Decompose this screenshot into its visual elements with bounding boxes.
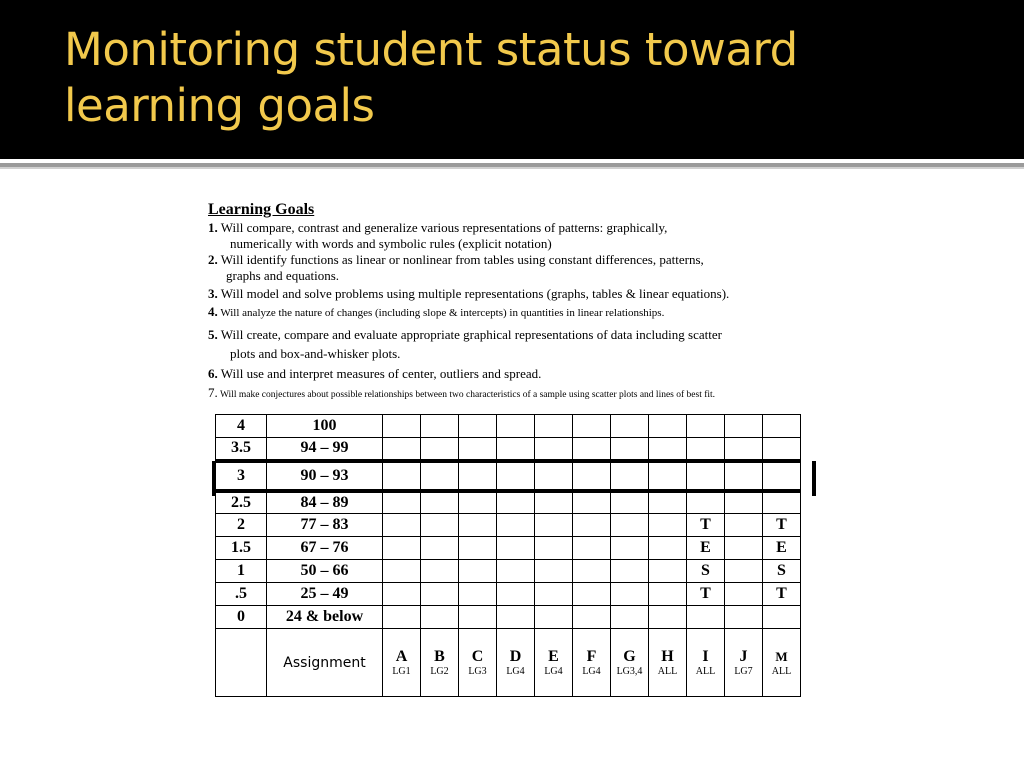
grade-cell (383, 606, 421, 629)
grade-cell (535, 537, 573, 560)
goal-number: 4. (208, 304, 218, 319)
goal-number: 6. (208, 366, 218, 381)
grade-cell (611, 461, 649, 491)
grade-cell (763, 461, 801, 491)
goal-text: Will create, compare and evaluate appropriate graphical representations of data including scatter (220, 327, 722, 342)
assignment-cell (687, 629, 725, 697)
assignment-goal: LG4 (544, 665, 563, 677)
grade-cell (725, 461, 763, 491)
grade-cell (649, 560, 687, 583)
assignment-cell (459, 629, 497, 697)
assignment-cell (573, 629, 611, 697)
table-row (216, 537, 801, 560)
score-cell: 1 (216, 560, 267, 583)
assignment-cell (611, 629, 649, 697)
range-cell: 84 – 89 (267, 491, 383, 514)
grade-cell (725, 560, 763, 583)
assignment-letter: F (586, 647, 597, 665)
grade-cell (573, 438, 611, 461)
grade-cell (687, 461, 725, 491)
score-cell: 2 (216, 514, 267, 537)
goal-number: 7. (208, 385, 218, 400)
grade-cell (611, 491, 649, 514)
assignment-row (216, 629, 801, 697)
grade-cell (383, 491, 421, 514)
assignment-goal: ALL (771, 665, 792, 677)
grade-cell (649, 583, 687, 606)
grade-cell (497, 461, 535, 491)
grade-cell (421, 415, 459, 438)
goal-text: Will model and solve problems using multiple representations (graphs, tables & linear equations). (220, 286, 730, 301)
title-bar (0, 0, 1024, 159)
score-table (215, 414, 801, 697)
grade-cell (649, 461, 687, 491)
grade-cell (421, 438, 459, 461)
table-row (216, 606, 801, 629)
grade-cell (725, 438, 763, 461)
assignment-cell (497, 629, 535, 697)
assignment-letter: G (623, 647, 636, 665)
assignment-letter: E (548, 647, 559, 665)
grade-cell (763, 415, 801, 438)
grade-cell (497, 514, 535, 537)
assignment-goal: LG3 (468, 665, 487, 677)
grade-cell (459, 583, 497, 606)
grade-cell (573, 491, 611, 514)
learning-goals (208, 200, 818, 403)
grade-cell (649, 606, 687, 629)
table-row (216, 583, 801, 606)
grade-cell (535, 491, 573, 514)
grade-cell: T (763, 583, 801, 606)
grade-cell (421, 461, 459, 491)
grade-cell (459, 461, 497, 491)
range-cell: 100 (267, 415, 383, 438)
assignment-goal: ALL (657, 665, 678, 677)
grade-cell (649, 514, 687, 537)
grade-cell (573, 560, 611, 583)
grade-cell (459, 514, 497, 537)
goal-3 (208, 286, 818, 302)
score-cell: 4 (216, 415, 267, 438)
table-row (216, 514, 801, 537)
slide-title: Monitoring student status toward learning goals (64, 23, 798, 132)
assignment-letter: I (702, 647, 709, 665)
grade-cell (421, 491, 459, 514)
grade-cell (535, 583, 573, 606)
assignment-cell (535, 629, 573, 697)
grade-cell (611, 560, 649, 583)
grade-cell (497, 583, 535, 606)
grade-cell (383, 415, 421, 438)
table-row (216, 415, 801, 438)
grade-cell: T (763, 514, 801, 537)
grade-cell (573, 461, 611, 491)
grade-cell (421, 537, 459, 560)
assignment-goal: LG4 (506, 665, 525, 677)
assignment-goal: ALL (695, 665, 716, 677)
table-row (216, 438, 801, 461)
goal-number: 1. (208, 220, 218, 235)
empty-cell (216, 629, 267, 697)
assignment-cell (649, 629, 687, 697)
grade-cell (763, 491, 801, 514)
grade-cell (611, 415, 649, 438)
goal-number: 3. (208, 286, 218, 301)
grade-cell (535, 606, 573, 629)
assignment-goal: LG4 (582, 665, 601, 677)
goal-7 (208, 385, 818, 403)
grade-cell (497, 415, 535, 438)
assignment-goal: LG3,4 (616, 665, 643, 677)
assignment-goal: LG2 (430, 665, 449, 677)
grade-cell (763, 438, 801, 461)
grade-cell: T (687, 514, 725, 537)
grade-cell: S (687, 560, 725, 583)
learning-goals-heading: Learning Goals (208, 201, 315, 218)
grade-cell: E (687, 537, 725, 560)
grade-cell (383, 537, 421, 560)
grade-cell (725, 415, 763, 438)
goal-text: Will use and interpret measures of center, outliers and spread. (220, 366, 542, 381)
goal-6 (208, 366, 818, 382)
grade-cell (573, 606, 611, 629)
assignment-letter: D (509, 647, 522, 665)
grade-cell (383, 514, 421, 537)
grade-cell (383, 583, 421, 606)
grade-cell (421, 560, 459, 583)
grade-cell (573, 537, 611, 560)
score-cell: 3.5 (216, 438, 267, 461)
grade-cell (497, 537, 535, 560)
goal-5 (208, 325, 818, 363)
grade-cell (497, 438, 535, 461)
grade-cell: T (687, 583, 725, 606)
table-row (216, 491, 801, 514)
assignment-cell (763, 629, 801, 697)
grade-cell (725, 606, 763, 629)
grade-cell (611, 514, 649, 537)
table-row (216, 560, 801, 583)
assignment-cell (421, 629, 459, 697)
grade-cell (687, 438, 725, 461)
goal-number: 5. (208, 327, 218, 342)
goal-number: 2. (208, 252, 218, 267)
range-cell: 24 & below (267, 606, 383, 629)
grade-cell (573, 514, 611, 537)
goal-text-cont: numerically with words and symbolic rules (explicit notation) (230, 236, 552, 251)
grade-cell (459, 560, 497, 583)
grade-cell (497, 560, 535, 583)
grade-cell (611, 537, 649, 560)
grade-cell (725, 514, 763, 537)
divider-line-light (0, 167, 1024, 169)
assignment-label-cell (267, 629, 383, 697)
score-cell: 0 (216, 606, 267, 629)
assignment-letter: B (434, 647, 445, 665)
grade-cell (649, 491, 687, 514)
range-cell: 25 – 49 (267, 583, 383, 606)
grade-cell (535, 560, 573, 583)
score-cell: .5 (216, 583, 267, 606)
assignment-letter: J (739, 647, 748, 665)
grade-cell (687, 491, 725, 514)
score-cell: 1.5 (216, 537, 267, 560)
grade-cell (421, 606, 459, 629)
grade-cell (421, 583, 459, 606)
table-row (216, 461, 801, 491)
range-cell: 77 – 83 (267, 514, 383, 537)
grade-cell (459, 537, 497, 560)
assignment-cell (725, 629, 763, 697)
grade-cell (573, 415, 611, 438)
grade-cell (535, 461, 573, 491)
grade-cell (725, 491, 763, 514)
range-cell: 67 – 76 (267, 537, 383, 560)
grade-cell (535, 514, 573, 537)
range-cell: 50 – 66 (267, 560, 383, 583)
grade-cell (611, 606, 649, 629)
grade-cell (763, 606, 801, 629)
grade-cell (649, 438, 687, 461)
grade-cell: E (763, 537, 801, 560)
grade-cell (649, 537, 687, 560)
grade-cell (383, 438, 421, 461)
assignment-label: Assignment (283, 654, 366, 671)
grade-cell: S (763, 560, 801, 583)
grade-cell (649, 415, 687, 438)
assignment-letter: M (775, 648, 788, 664)
assignment-goal: LG7 (734, 665, 753, 677)
grade-cell (535, 438, 573, 461)
grade-cell (725, 537, 763, 560)
goal-text: Will analyze the nature of changes (including slope & intercepts) in quantities in linear relationships. (220, 307, 665, 319)
goal-2 (208, 252, 818, 284)
grade-cell (497, 606, 535, 629)
goal-text: Will identify functions as linear or nonlinear from tables using constant differences, patterns, (220, 252, 704, 267)
range-cell: 94 – 99 (267, 438, 383, 461)
assignment-letter: A (395, 647, 408, 665)
goal-text-cont: plots and box-and-whisker plots. (230, 346, 401, 361)
goal-text: Will compare, contrast and generalize various representations of patterns: graphically, (220, 220, 668, 235)
grade-cell (725, 583, 763, 606)
grade-cell (535, 415, 573, 438)
grade-cell (459, 491, 497, 514)
grade-cell (383, 560, 421, 583)
range-cell: 90 – 93 (267, 461, 383, 491)
assignment-goal: LG1 (392, 665, 411, 677)
grade-cell (573, 583, 611, 606)
assignment-cell (383, 629, 421, 697)
assignment-letter: C (471, 647, 484, 665)
goal-4 (208, 304, 818, 321)
assignment-letter: H (661, 647, 674, 665)
grade-cell (687, 415, 725, 438)
grade-cell (459, 438, 497, 461)
goal-1 (208, 220, 818, 252)
goal-text-cont: graphs and equations. (226, 268, 340, 283)
goal-text: Will make conjectures about possible relationships between two characteristics of a sample using scatter plots and lines of best fit. (219, 390, 716, 400)
grade-cell (459, 415, 497, 438)
score-cell: 3 (216, 461, 267, 491)
grade-cell (459, 606, 497, 629)
score-cell: 2.5 (216, 491, 267, 514)
grade-cell (421, 514, 459, 537)
grade-cell (687, 606, 725, 629)
grade-cell (497, 491, 535, 514)
grade-cell (611, 583, 649, 606)
grade-cell (383, 461, 421, 491)
grade-cell (611, 438, 649, 461)
